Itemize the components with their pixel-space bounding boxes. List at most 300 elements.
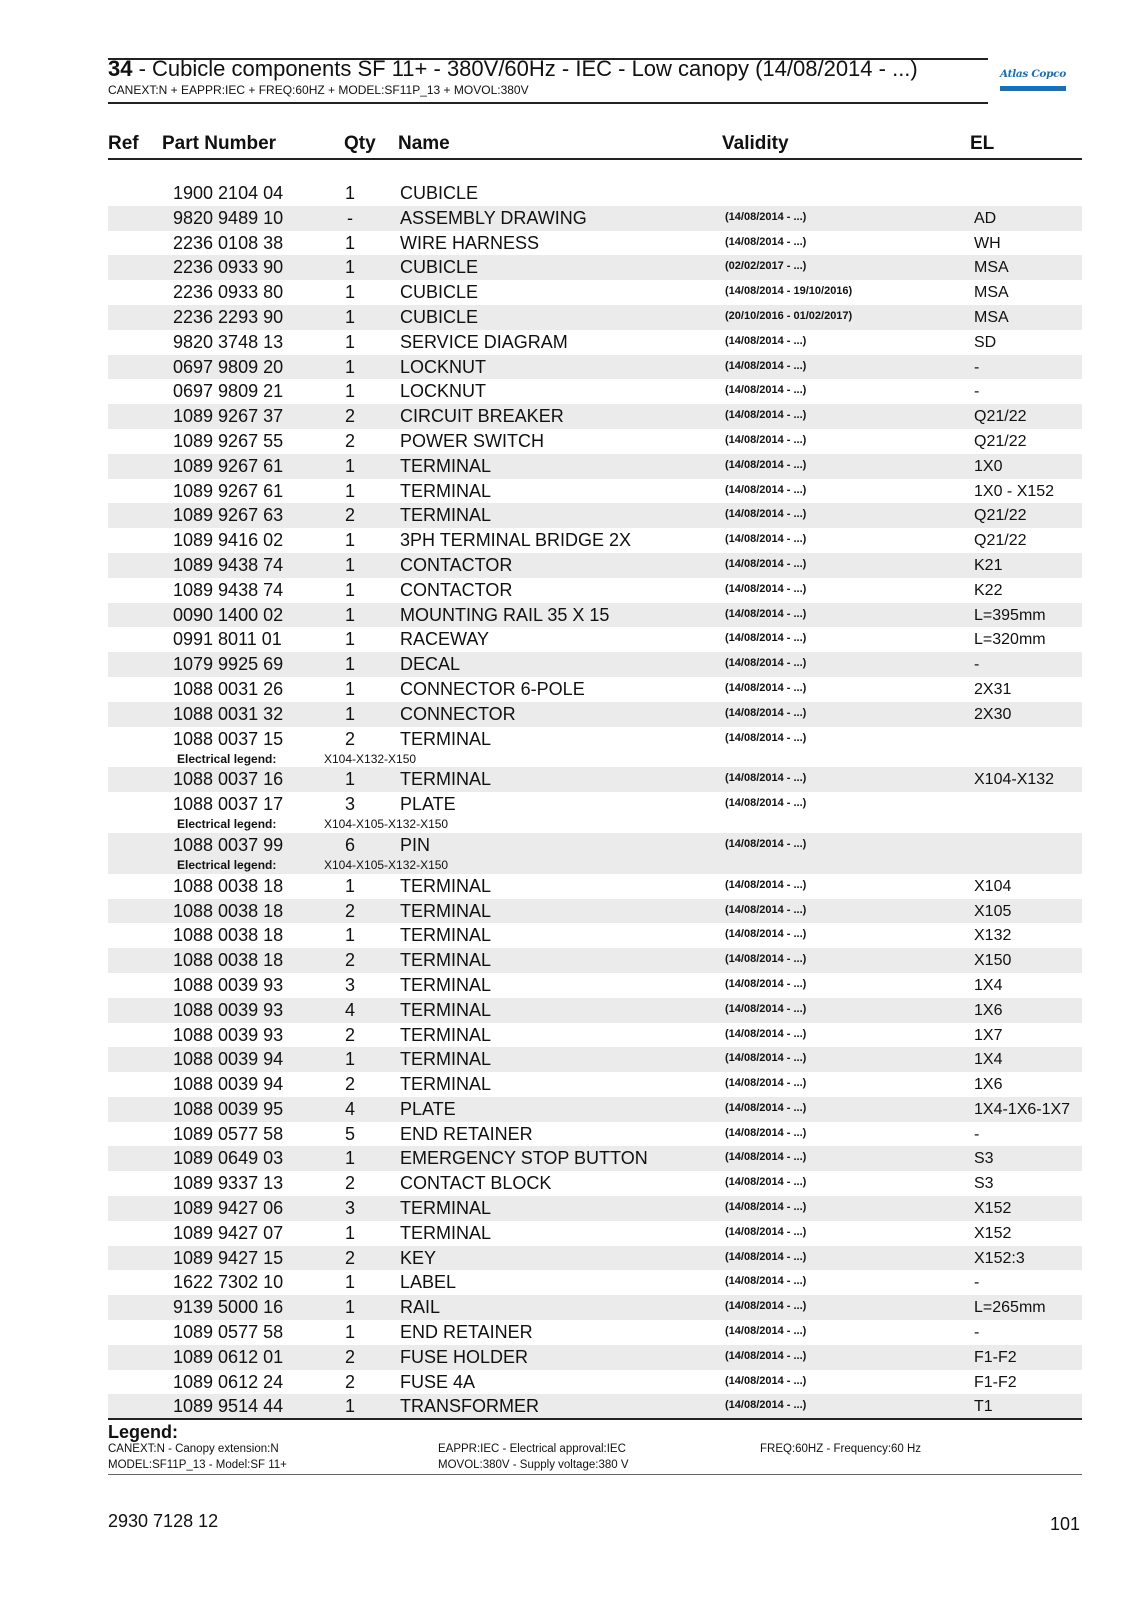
part-number-cell: 1089 9267 63 xyxy=(173,505,284,526)
qty-cell: 2 xyxy=(344,430,355,451)
table-row xyxy=(108,1345,1082,1370)
el-cell: X152 xyxy=(974,1224,1012,1242)
electrical-legend xyxy=(108,858,1082,872)
table-row xyxy=(108,404,1082,429)
col-header-ref: Ref xyxy=(108,133,139,154)
name-cell: EMERGENCY STOP BUTTON xyxy=(400,1148,648,1169)
el-cell: F1-F2 xyxy=(974,1373,1017,1391)
name-cell: TERMINAL xyxy=(400,480,492,501)
validity-cell: (14/08/2014 - ...) xyxy=(725,483,807,496)
el-cell: 1X4 xyxy=(974,976,1003,994)
name-cell: CUBICLE xyxy=(400,306,479,327)
el-cell: 1X0 xyxy=(974,457,1003,475)
atlas-copco-logo xyxy=(1000,62,1066,96)
part-number-cell: 1089 9267 61 xyxy=(173,455,284,476)
validity-cell: (14/08/2014 - ...) xyxy=(725,458,807,471)
qty-cell: 1 xyxy=(344,629,355,650)
validity-cell: (14/08/2014 - ...) xyxy=(725,878,807,891)
table-row xyxy=(108,627,1082,652)
table-row xyxy=(108,553,1082,578)
validity-cell: (14/08/2014 - ...) xyxy=(725,582,807,595)
name-cell: TERMINAL xyxy=(400,999,492,1020)
qty-cell: 1 xyxy=(344,769,355,790)
qty-cell: 1 xyxy=(344,331,355,352)
name-cell: CONNECTOR 6-POLE xyxy=(400,678,585,699)
el-cell: 1X6 xyxy=(974,1001,1003,1019)
part-number-cell: 1089 9427 07 xyxy=(173,1222,284,1243)
table-row xyxy=(108,833,1082,874)
validity-cell: (14/08/2014 - ...) xyxy=(725,433,807,446)
part-number-cell: 0697 9809 20 xyxy=(173,356,284,377)
name-cell: PLATE xyxy=(400,794,456,815)
table-row xyxy=(108,305,1082,330)
validity-cell: (14/08/2014 - ...) xyxy=(725,1300,807,1313)
name-cell: KEY xyxy=(400,1247,437,1268)
qty-cell: 2 xyxy=(344,728,355,749)
name-cell: CONNECTOR xyxy=(400,703,516,724)
validity-cell: (14/08/2014 - ...) xyxy=(725,1101,807,1114)
table-row xyxy=(108,603,1082,628)
electrical-legend-label: Electrical legend: xyxy=(177,751,277,766)
qty-cell: 1 xyxy=(344,703,355,724)
el-cell: 1X0 - X152 xyxy=(974,482,1055,500)
el-cell: X152:3 xyxy=(974,1249,1025,1267)
qty-cell: 2 xyxy=(344,1346,355,1367)
validity-cell: (14/08/2014 - ...) xyxy=(725,706,807,719)
validity-cell: (14/08/2014 - ...) xyxy=(725,681,807,694)
table-row xyxy=(108,206,1082,231)
qty-cell: 1 xyxy=(344,579,355,600)
el-cell: S3 xyxy=(974,1150,994,1168)
el-cell: WH xyxy=(974,234,1001,252)
name-cell: TERMINAL xyxy=(400,875,492,896)
table-row xyxy=(108,1122,1082,1147)
table-row xyxy=(108,280,1082,305)
validity-cell: (14/08/2014 - ...) xyxy=(725,1077,807,1090)
electrical-legend-label: Electrical legend: xyxy=(177,817,277,832)
qty-cell: 2 xyxy=(344,1074,355,1095)
validity-cell: (14/08/2014 - ...) xyxy=(725,1349,807,1362)
table-row xyxy=(108,1023,1082,1048)
el-cell: Q21/22 xyxy=(974,432,1027,450)
part-number-cell: 1089 9267 37 xyxy=(173,406,284,427)
qty-cell: 2 xyxy=(344,406,355,427)
part-number-cell: 2236 0933 90 xyxy=(173,257,284,278)
part-number-cell: 9820 9489 10 xyxy=(173,207,284,228)
name-cell: TERMINAL xyxy=(400,900,492,921)
part-number-cell: 1900 2104 04 xyxy=(173,183,284,203)
validity-cell: (14/08/2014 - ...) xyxy=(725,1052,807,1065)
qty-cell: 3 xyxy=(344,1198,355,1219)
table-row xyxy=(108,1196,1082,1221)
qty-cell: - xyxy=(347,207,353,228)
validity-cell: (14/08/2014 - ...) xyxy=(725,1201,807,1214)
qty-cell: 1 xyxy=(344,604,355,625)
part-number-cell: 2236 2293 90 xyxy=(173,306,284,327)
validity-cell: (14/08/2014 - ...) xyxy=(725,953,807,966)
part-number-cell: 1088 0038 18 xyxy=(173,925,284,946)
part-number-cell: 1089 0612 01 xyxy=(173,1346,284,1367)
part-number-cell: 1088 0037 17 xyxy=(173,794,284,815)
table-row xyxy=(108,1047,1082,1072)
part-number-cell: 1089 9514 44 xyxy=(173,1396,284,1417)
name-cell: CUBICLE xyxy=(400,282,479,303)
part-number-cell: 1088 0038 18 xyxy=(173,950,284,971)
qty-cell: 1 xyxy=(344,554,355,575)
name-cell: LOCKNUT xyxy=(400,356,487,377)
qty-cell: 1 xyxy=(344,282,355,303)
validity-cell: (14/08/2014 - ...) xyxy=(725,1027,807,1040)
qty-cell: 1 xyxy=(344,480,355,501)
el-cell: MSA xyxy=(974,284,1009,302)
qty-cell: 1 xyxy=(344,530,355,551)
qty-cell: 6 xyxy=(344,834,355,855)
table-row xyxy=(108,578,1082,603)
validity-cell: (14/08/2014 - ...) xyxy=(725,1151,807,1164)
part-number-cell: 1089 9416 02 xyxy=(173,530,284,551)
parts-table xyxy=(108,181,1082,1419)
el-cell: S3 xyxy=(974,1175,994,1193)
part-number-cell: 1089 9427 15 xyxy=(173,1247,284,1268)
table-row xyxy=(108,1394,1082,1419)
el-cell: Q21/22 xyxy=(974,408,1027,426)
part-number-cell: 1089 9427 06 xyxy=(173,1198,284,1219)
part-number-cell: 1088 0039 94 xyxy=(173,1074,284,1095)
name-cell: END RETAINER xyxy=(400,1322,533,1343)
table-row xyxy=(108,454,1082,479)
part-number-cell: 1088 0037 99 xyxy=(173,834,284,855)
name-cell: POWER SWITCH xyxy=(400,430,544,451)
part-number-cell: 1088 0031 26 xyxy=(173,678,284,699)
part-number-cell: 9820 3748 13 xyxy=(173,331,284,352)
validity-cell: (14/08/2014 - ...) xyxy=(725,632,807,645)
qty-cell: 1 xyxy=(344,1049,355,1070)
legend-title: Legend: xyxy=(108,1422,178,1442)
logo-bar xyxy=(1000,86,1066,91)
table-row xyxy=(108,181,1082,206)
el-cell: T1 xyxy=(974,1398,993,1416)
qty-cell: 1 xyxy=(344,925,355,946)
name-cell: RAIL xyxy=(400,1297,441,1318)
table-row xyxy=(108,1295,1082,1320)
qty-cell: 1 xyxy=(344,306,355,327)
name-cell: TERMINAL xyxy=(400,1074,492,1095)
part-number-cell: 1088 0039 93 xyxy=(173,1024,284,1045)
el-cell: 1X7 xyxy=(974,1026,1003,1044)
part-number-cell: 1088 0037 15 xyxy=(173,728,284,749)
header-bottom-rule xyxy=(108,102,988,104)
table-row xyxy=(108,429,1082,454)
part-number-cell: 1089 9267 55 xyxy=(173,430,284,451)
qty-cell: 1 xyxy=(344,1222,355,1243)
validity-cell: (14/08/2014 - ...) xyxy=(725,837,807,850)
qty-cell: 1 xyxy=(344,1148,355,1169)
validity-cell: (14/08/2014 - ...) xyxy=(725,384,807,397)
table-row xyxy=(108,379,1082,404)
validity-cell: (14/08/2014 - ...) xyxy=(725,977,807,990)
name-cell: FUSE 4A xyxy=(400,1371,476,1392)
legend-item: MOVOL:380V - Supply voltage:380 V xyxy=(438,1459,629,1471)
table-row xyxy=(108,330,1082,355)
name-cell: CUBICLE xyxy=(400,257,479,278)
name-cell: PLATE xyxy=(400,1098,456,1119)
qty-cell: 4 xyxy=(344,999,355,1020)
part-number-cell: 1088 0038 18 xyxy=(173,875,284,896)
qty-cell: 1 xyxy=(344,257,355,278)
name-cell: TRANSFORMER xyxy=(400,1396,539,1417)
part-number-cell: 1079 9925 69 xyxy=(173,654,284,675)
el-cell: X150 xyxy=(974,952,1012,970)
table-row xyxy=(108,702,1082,727)
part-number-cell: 2236 0933 80 xyxy=(173,282,284,303)
validity-cell: (20/10/2016 - 01/02/2017) xyxy=(725,309,853,322)
table-row xyxy=(108,503,1082,528)
table-row xyxy=(108,255,1082,280)
validity-cell: (14/08/2014 - ...) xyxy=(725,533,807,546)
el-cell: - xyxy=(974,1274,980,1292)
qty-cell: 1 xyxy=(344,654,355,675)
validity-cell: (14/08/2014 - ...) xyxy=(725,1275,807,1288)
page-number: 101 xyxy=(1050,1514,1081,1534)
qty-cell: 2 xyxy=(344,505,355,526)
name-cell: TERMINAL xyxy=(400,769,492,790)
qty-cell: 2 xyxy=(344,1024,355,1045)
validity-cell: (14/08/2014 - ...) xyxy=(725,903,807,916)
table-row xyxy=(108,1320,1082,1345)
qty-cell: 3 xyxy=(344,974,355,995)
col-header-name: Name xyxy=(398,133,450,154)
part-number-cell: 1089 0649 03 xyxy=(173,1148,284,1169)
validity-cell: (14/08/2014 - ...) xyxy=(725,607,807,620)
table-row xyxy=(108,767,1082,792)
qty-cell: 1 xyxy=(344,232,355,253)
el-cell: 1X4 xyxy=(974,1051,1003,1069)
el-cell: X104 xyxy=(974,877,1012,895)
qty-cell: 1 xyxy=(344,1322,355,1343)
table-row xyxy=(108,923,1082,948)
qty-cell: 1 xyxy=(344,455,355,476)
electrical-legend-value: X104-X105-X132-X150 xyxy=(324,817,449,832)
legend-item: CANEXT:N - Canopy extension:N xyxy=(108,1443,279,1455)
table-row xyxy=(108,792,1082,833)
electrical-legend xyxy=(108,817,1082,831)
el-cell: - xyxy=(974,1324,980,1342)
part-number-cell: 9139 5000 16 xyxy=(173,1297,284,1318)
table-row xyxy=(108,973,1082,998)
validity-cell: (14/08/2014 - ...) xyxy=(725,334,807,347)
name-cell: FUSE HOLDER xyxy=(400,1346,529,1367)
name-cell: TERMINAL xyxy=(400,505,492,526)
validity-cell: (14/08/2014 - ...) xyxy=(725,1374,807,1387)
table-row xyxy=(108,1221,1082,1246)
validity-cell: (14/08/2014 - ...) xyxy=(725,409,807,422)
table-row xyxy=(108,727,1082,768)
qty-cell: 2 xyxy=(344,1371,355,1392)
electrical-legend xyxy=(108,752,1082,766)
validity-cell: (14/08/2014 - ...) xyxy=(725,928,807,941)
col-header-qty: Qty xyxy=(344,133,376,154)
validity-cell: (14/08/2014 - ...) xyxy=(725,508,807,521)
name-cell: MOUNTING RAIL 35 X 15 xyxy=(400,604,610,625)
qty-cell: 3 xyxy=(344,794,355,815)
name-cell: TERMINAL xyxy=(400,974,492,995)
electrical-legend-value: X104-X132-X150 xyxy=(324,751,417,766)
el-cell: 1X6 xyxy=(974,1076,1003,1094)
table-row xyxy=(108,528,1082,553)
logo-wordmark: Atlas Copco xyxy=(1000,68,1066,80)
table-header-rule xyxy=(108,158,1082,160)
name-cell: TERMINAL xyxy=(400,455,492,476)
part-number-cell: 0991 8011 01 xyxy=(173,629,282,650)
table-row xyxy=(108,231,1082,256)
qty-cell: 1 xyxy=(344,1396,355,1417)
legend-rule xyxy=(108,1474,1082,1475)
name-cell: DECAL xyxy=(400,654,461,675)
page-title xyxy=(108,56,988,82)
part-number-cell: 1088 0039 95 xyxy=(173,1098,284,1119)
section-title: - Cubicle components SF 11+ - 380V/60Hz - IEC - Low canopy (14/08/2014 - ...) xyxy=(132,56,918,81)
part-number-cell: 1089 9438 74 xyxy=(173,579,284,600)
el-cell: 2X30 xyxy=(974,705,1012,723)
qty-cell: 1 xyxy=(344,183,355,203)
qty-cell: 1 xyxy=(344,875,355,896)
name-cell: 3PH TERMINAL BRIDGE 2X xyxy=(400,530,632,551)
el-cell: - xyxy=(974,656,980,674)
part-number-cell: 1089 9438 74 xyxy=(173,554,284,575)
validity-cell: (14/08/2014 - ...) xyxy=(725,797,807,810)
col-header-validity: Validity xyxy=(722,133,789,154)
el-cell: SD xyxy=(974,333,997,351)
el-cell: Q21/22 xyxy=(974,507,1027,525)
el-cell: 2X31 xyxy=(974,680,1012,698)
el-cell: 1X4-1X6-1X7 xyxy=(974,1100,1071,1118)
validity-cell: (14/08/2014 - ...) xyxy=(725,731,807,744)
validity-cell: (14/08/2014 - ...) xyxy=(725,1325,807,1338)
name-cell: WIRE HARNESS xyxy=(400,232,540,253)
validity-cell: (14/08/2014 - ...) xyxy=(725,772,807,785)
validity-cell: (14/08/2014 - ...) xyxy=(725,359,807,372)
table-row xyxy=(108,1097,1082,1122)
name-cell: LABEL xyxy=(400,1272,457,1293)
validity-cell: (14/08/2014 - ...) xyxy=(725,1250,807,1263)
el-cell: L=395mm xyxy=(974,606,1046,624)
legend-item: EAPPR:IEC - Electrical approval:IEC xyxy=(438,1443,626,1455)
validity-cell: (14/08/2014 - ...) xyxy=(725,1126,807,1139)
name-cell: TERMINAL xyxy=(400,1049,492,1070)
part-number-cell: 1088 0039 94 xyxy=(173,1049,284,1070)
el-cell: Q21/22 xyxy=(974,532,1027,550)
qty-cell: 2 xyxy=(344,900,355,921)
col-header-el: EL xyxy=(970,133,995,154)
legend-item: MODEL:SF11P_13 - Model:SF 11+ xyxy=(108,1459,287,1471)
name-cell: CONTACTOR xyxy=(400,554,513,575)
name-cell: CUBICLE xyxy=(400,183,479,203)
el-cell: X152 xyxy=(974,1200,1012,1218)
el-cell: - xyxy=(974,1125,980,1143)
validity-cell: (14/08/2014 - ...) xyxy=(725,657,807,670)
table-row xyxy=(108,652,1082,677)
table-row xyxy=(108,1171,1082,1196)
table-row xyxy=(108,1072,1082,1097)
name-cell: CIRCUIT BREAKER xyxy=(400,406,564,427)
electrical-legend-label: Electrical legend: xyxy=(177,857,277,872)
validity-cell: (14/08/2014 - ...) xyxy=(725,557,807,570)
part-number-cell: 1088 0039 93 xyxy=(173,999,284,1020)
table-row xyxy=(108,998,1082,1023)
qty-cell: 2 xyxy=(344,1247,355,1268)
part-number-cell: 1088 0039 93 xyxy=(173,974,284,995)
part-number-cell: 1089 0577 58 xyxy=(173,1322,284,1343)
configuration-code: CANEXT:N + EAPPR:IEC + FREQ:60HZ + MODEL:SF11P_13 + MOVOL:380V xyxy=(108,83,529,97)
electrical-legend-value: X104-X105-X132-X150 xyxy=(324,857,449,872)
name-cell: ASSEMBLY DRAWING xyxy=(400,207,587,228)
qty-cell: 1 xyxy=(344,678,355,699)
qty-cell: 1 xyxy=(344,1272,355,1293)
name-cell: TERMINAL xyxy=(400,950,492,971)
name-cell: TERMINAL xyxy=(400,1024,492,1045)
part-number-cell: 1089 0577 58 xyxy=(173,1123,284,1144)
el-cell: MSA xyxy=(974,259,1009,277)
table-row xyxy=(108,948,1082,973)
el-cell: X105 xyxy=(974,902,1012,920)
part-number-cell: 1088 0031 32 xyxy=(173,703,284,724)
name-cell: SERVICE DIAGRAM xyxy=(400,331,568,352)
validity-cell: (14/08/2014 - ...) xyxy=(725,1002,807,1015)
part-number-cell: 0090 1400 02 xyxy=(173,604,284,625)
section-number: 34 xyxy=(108,56,133,81)
part-number-cell: 2236 0108 38 xyxy=(173,232,284,253)
qty-cell: 1 xyxy=(344,1297,355,1318)
el-cell: AD xyxy=(974,209,997,227)
col-header-part-number: Part Number xyxy=(162,133,277,154)
part-number-cell: 1089 0612 24 xyxy=(173,1371,284,1392)
qty-cell: 5 xyxy=(344,1123,355,1144)
validity-cell: (14/08/2014 - ...) xyxy=(725,1176,807,1189)
qty-cell: 2 xyxy=(344,950,355,971)
validity-cell: (14/08/2014 - ...) xyxy=(725,235,807,248)
name-cell: CONTACTOR xyxy=(400,579,513,600)
el-cell: K21 xyxy=(974,556,1003,574)
el-cell: L=265mm xyxy=(974,1299,1046,1317)
part-number-cell: 1089 9337 13 xyxy=(173,1173,284,1194)
name-cell: END RETAINER xyxy=(400,1123,533,1144)
table-row xyxy=(108,1370,1082,1395)
table-row xyxy=(108,1246,1082,1271)
qty-cell: 1 xyxy=(344,356,355,377)
table-row xyxy=(108,677,1082,702)
el-cell: X104-X132 xyxy=(974,771,1055,789)
el-cell: K22 xyxy=(974,581,1003,599)
name-cell: TERMINAL xyxy=(400,925,492,946)
table-bottom-rule xyxy=(108,1418,1082,1420)
el-cell: MSA xyxy=(974,308,1009,326)
part-number-cell: 1622 7302 10 xyxy=(173,1272,284,1293)
qty-cell: 1 xyxy=(344,381,355,402)
name-cell: TERMINAL xyxy=(400,1198,492,1219)
table-row xyxy=(108,1146,1082,1171)
table-row xyxy=(108,874,1082,899)
document-number: 2930 7128 12 xyxy=(108,1511,219,1531)
el-cell: - xyxy=(974,383,980,401)
el-cell: L=320mm xyxy=(974,631,1046,649)
validity-cell: (14/08/2014 - ...) xyxy=(725,210,807,223)
table-row xyxy=(108,899,1082,924)
name-cell: PIN xyxy=(400,834,431,855)
legend-item: FREQ:60HZ - Frequency:60 Hz xyxy=(760,1443,922,1455)
table-row xyxy=(108,1270,1082,1295)
validity-cell: (02/02/2017 - ...) xyxy=(725,260,807,273)
part-number-cell: 1088 0037 16 xyxy=(173,769,284,790)
